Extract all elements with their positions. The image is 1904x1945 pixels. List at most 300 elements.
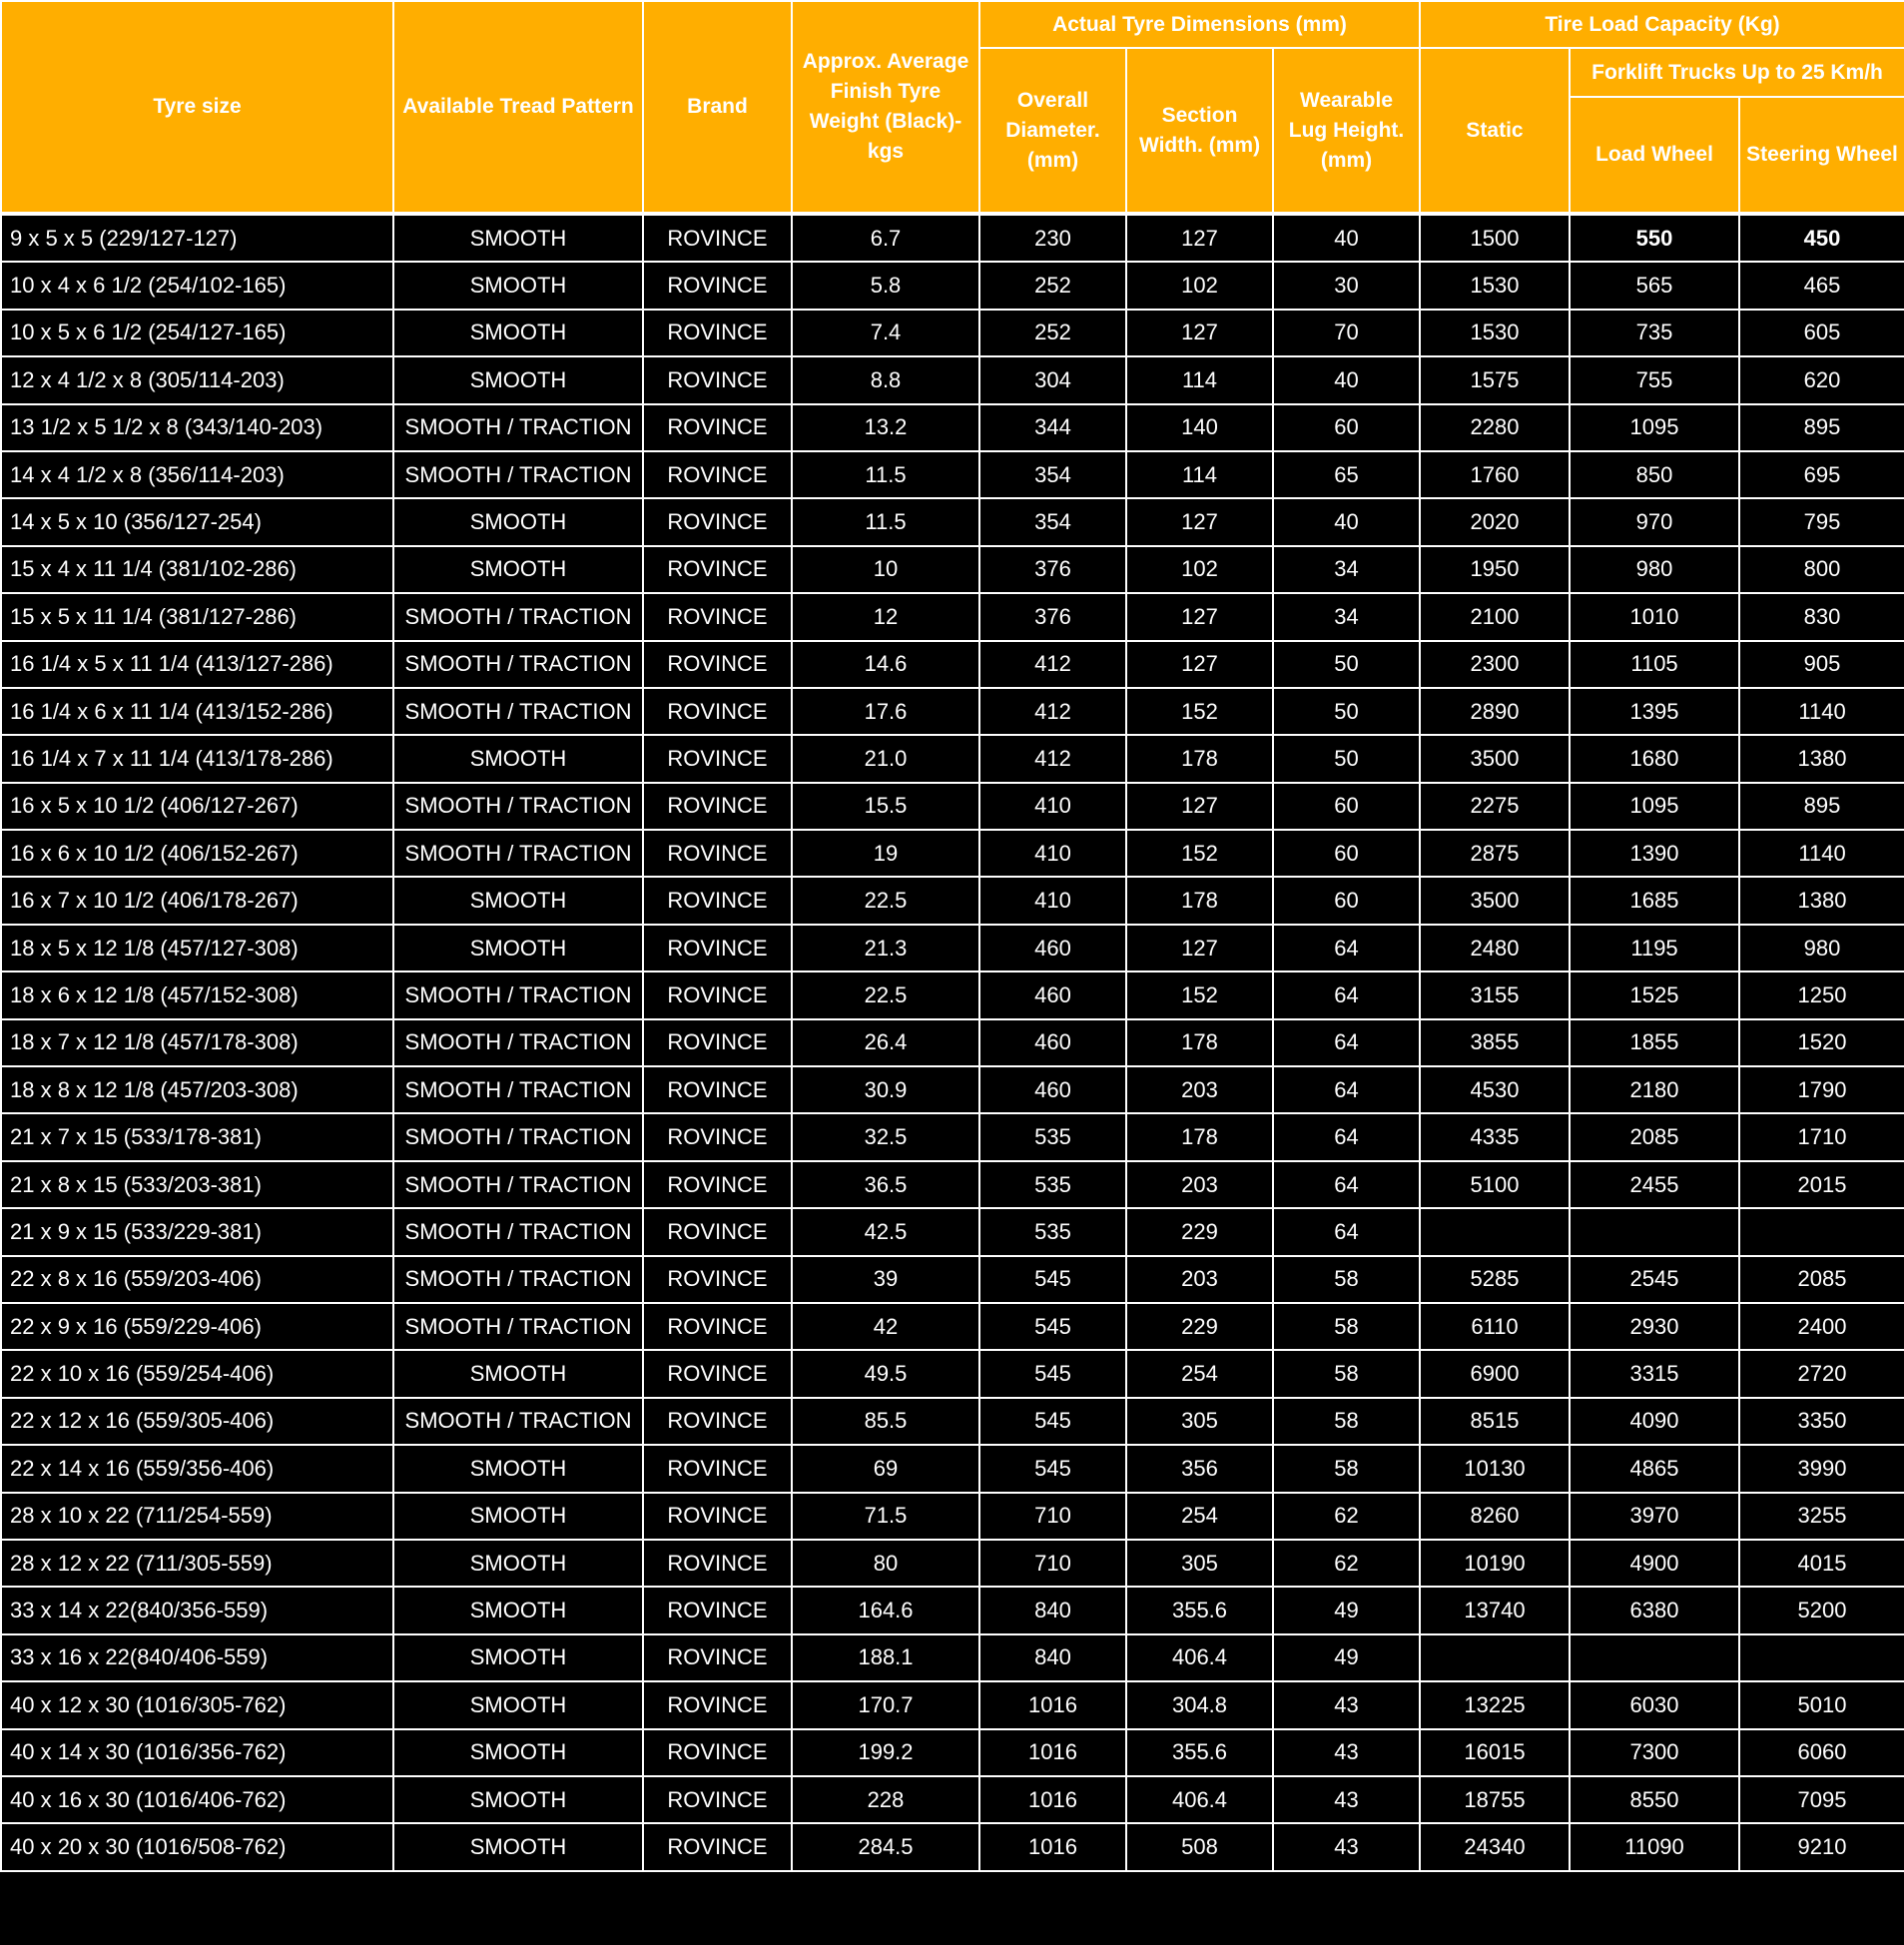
static-cell: 1500 bbox=[1420, 214, 1570, 262]
weight-cell: 8.8 bbox=[792, 356, 979, 403]
tread-cell: SMOOTH / TRACTION bbox=[393, 1398, 643, 1445]
diameter-cell: 1016 bbox=[979, 1776, 1126, 1823]
weight-cell: 21.3 bbox=[792, 925, 979, 972]
load-wheel-cell: 1105 bbox=[1570, 641, 1739, 688]
static-cell: 3155 bbox=[1420, 972, 1570, 1018]
tyre-size-cell: 21 x 8 x 15 (533/203-381) bbox=[1, 1161, 393, 1208]
width-cell: 229 bbox=[1126, 1303, 1273, 1350]
diameter-cell: 252 bbox=[979, 310, 1126, 356]
table-row bbox=[1, 1729, 1904, 1776]
tread-cell: SMOOTH / TRACTION bbox=[393, 830, 643, 877]
static-cell: 1575 bbox=[1420, 356, 1570, 403]
tread-cell: SMOOTH bbox=[393, 1823, 643, 1870]
width-cell: 355.6 bbox=[1126, 1729, 1273, 1776]
width-cell: 102 bbox=[1126, 546, 1273, 593]
load-wheel-cell: 2455 bbox=[1570, 1161, 1739, 1208]
load-wheel-cell: 3315 bbox=[1570, 1350, 1739, 1397]
tyre-size-cell: 40 x 12 x 30 (1016/305-762) bbox=[1, 1681, 393, 1728]
table-row bbox=[1, 310, 1904, 356]
tread-cell: SMOOTH bbox=[393, 877, 643, 924]
steering-wheel-cell: 895 bbox=[1739, 404, 1904, 451]
weight-cell: 30.9 bbox=[792, 1066, 979, 1113]
lug-height-cell: 64 bbox=[1273, 1113, 1420, 1160]
brand-cell: ROVINCE bbox=[643, 546, 792, 593]
static-cell: 8260 bbox=[1420, 1493, 1570, 1540]
static-cell: 5285 bbox=[1420, 1256, 1570, 1303]
tread-cell: SMOOTH bbox=[393, 735, 643, 782]
width-cell: 152 bbox=[1126, 830, 1273, 877]
tread-cell: SMOOTH / TRACTION bbox=[393, 1303, 643, 1350]
steering-wheel-cell: 695 bbox=[1739, 451, 1904, 498]
tyre-size-cell: 15 x 5 x 11 1/4 (381/127-286) bbox=[1, 593, 393, 640]
tread-cell: SMOOTH / TRACTION bbox=[393, 1066, 643, 1113]
lug-height-cell: 70 bbox=[1273, 310, 1420, 356]
weight-cell: 5.8 bbox=[792, 262, 979, 309]
header-tyre-size: Tyre size bbox=[1, 1, 393, 214]
weight-cell: 49.5 bbox=[792, 1350, 979, 1397]
table-row bbox=[1, 783, 1904, 830]
static-cell: 2890 bbox=[1420, 688, 1570, 735]
weight-cell: 17.6 bbox=[792, 688, 979, 735]
brand-cell: ROVINCE bbox=[643, 783, 792, 830]
load-wheel-cell: 1095 bbox=[1570, 404, 1739, 451]
width-cell: 127 bbox=[1126, 310, 1273, 356]
brand-cell: ROVINCE bbox=[643, 830, 792, 877]
load-wheel-cell: 3970 bbox=[1570, 1493, 1739, 1540]
static-cell: 1530 bbox=[1420, 310, 1570, 356]
lug-height-cell: 40 bbox=[1273, 498, 1420, 545]
tread-cell: SMOOTH / TRACTION bbox=[393, 404, 643, 451]
lug-height-cell: 60 bbox=[1273, 830, 1420, 877]
table-row bbox=[1, 356, 1904, 403]
tread-cell: SMOOTH bbox=[393, 1445, 643, 1492]
load-wheel-cell: 11090 bbox=[1570, 1823, 1739, 1870]
lug-height-cell: 60 bbox=[1273, 783, 1420, 830]
static-cell: 2100 bbox=[1420, 593, 1570, 640]
diameter-cell: 304 bbox=[979, 356, 1126, 403]
static-cell: 2020 bbox=[1420, 498, 1570, 545]
static-cell: 2875 bbox=[1420, 830, 1570, 877]
brand-cell: ROVINCE bbox=[643, 641, 792, 688]
diameter-cell: 412 bbox=[979, 688, 1126, 735]
table-row bbox=[1, 830, 1904, 877]
steering-wheel-cell: 2015 bbox=[1739, 1161, 1904, 1208]
brand-cell: ROVINCE bbox=[643, 262, 792, 309]
weight-cell: 32.5 bbox=[792, 1113, 979, 1160]
tyre-size-cell: 16 1/4 x 5 x 11 1/4 (413/127-286) bbox=[1, 641, 393, 688]
lug-height-cell: 64 bbox=[1273, 1066, 1420, 1113]
load-wheel-cell: 1395 bbox=[1570, 688, 1739, 735]
weight-cell: 14.6 bbox=[792, 641, 979, 688]
tyre-size-cell: 40 x 20 x 30 (1016/508-762) bbox=[1, 1823, 393, 1870]
table-row bbox=[1, 1540, 1904, 1587]
width-cell: 406.4 bbox=[1126, 1776, 1273, 1823]
tyre-size-cell: 15 x 4 x 11 1/4 (381/102-286) bbox=[1, 546, 393, 593]
brand-cell: ROVINCE bbox=[643, 1066, 792, 1113]
diameter-cell: 412 bbox=[979, 735, 1126, 782]
width-cell: 254 bbox=[1126, 1350, 1273, 1397]
brand-cell: ROVINCE bbox=[643, 1161, 792, 1208]
load-wheel-cell: 565 bbox=[1570, 262, 1739, 309]
steering-wheel-cell: 2400 bbox=[1739, 1303, 1904, 1350]
steering-wheel-cell: 2720 bbox=[1739, 1350, 1904, 1397]
diameter-cell: 710 bbox=[979, 1540, 1126, 1587]
weight-cell: 80 bbox=[792, 1540, 979, 1587]
tyre-size-cell: 13 1/2 x 5 1/2 x 8 (343/140-203) bbox=[1, 404, 393, 451]
width-cell: 178 bbox=[1126, 1019, 1273, 1066]
tread-cell: SMOOTH / TRACTION bbox=[393, 972, 643, 1018]
weight-cell: 22.5 bbox=[792, 877, 979, 924]
header-steering-wheel: Steering Wheel bbox=[1739, 97, 1904, 214]
steering-wheel-cell: 895 bbox=[1739, 783, 1904, 830]
lug-height-cell: 43 bbox=[1273, 1681, 1420, 1728]
weight-cell: 21.0 bbox=[792, 735, 979, 782]
brand-cell: ROVINCE bbox=[643, 1256, 792, 1303]
width-cell: 356 bbox=[1126, 1445, 1273, 1492]
steering-wheel-cell: 450 bbox=[1739, 214, 1904, 262]
table-row bbox=[1, 262, 1904, 309]
steering-wheel-cell: 4015 bbox=[1739, 1540, 1904, 1587]
brand-cell: ROVINCE bbox=[643, 972, 792, 1018]
lug-height-cell: 50 bbox=[1273, 688, 1420, 735]
load-wheel-cell: 2180 bbox=[1570, 1066, 1739, 1113]
brand-cell: ROVINCE bbox=[643, 1208, 792, 1255]
weight-cell: 7.4 bbox=[792, 310, 979, 356]
static-cell: 1530 bbox=[1420, 262, 1570, 309]
header-lug-height: Wearable Lug Height. (mm) bbox=[1273, 48, 1420, 214]
static-cell bbox=[1420, 1634, 1570, 1681]
width-cell: 102 bbox=[1126, 262, 1273, 309]
tread-cell: SMOOTH bbox=[393, 925, 643, 972]
tread-cell: SMOOTH / TRACTION bbox=[393, 593, 643, 640]
header-forklift-group: Forklift Trucks Up to 25 Km/h bbox=[1570, 48, 1904, 97]
brand-cell: ROVINCE bbox=[643, 1587, 792, 1633]
steering-wheel-cell: 3990 bbox=[1739, 1445, 1904, 1492]
tyre-size-cell: 33 x 14 x 22(840/356-559) bbox=[1, 1587, 393, 1633]
static-cell: 3500 bbox=[1420, 735, 1570, 782]
header-dimensions-group: Actual Tyre Dimensions (mm) bbox=[979, 1, 1420, 48]
header-static: Static bbox=[1420, 48, 1570, 214]
tread-cell: SMOOTH / TRACTION bbox=[393, 1019, 643, 1066]
tread-cell: SMOOTH bbox=[393, 310, 643, 356]
width-cell: 203 bbox=[1126, 1066, 1273, 1113]
tread-cell: SMOOTH bbox=[393, 546, 643, 593]
steering-wheel-cell: 3350 bbox=[1739, 1398, 1904, 1445]
table-row bbox=[1, 214, 1904, 262]
width-cell: 355.6 bbox=[1126, 1587, 1273, 1633]
static-cell: 13740 bbox=[1420, 1587, 1570, 1633]
weight-cell: 11.5 bbox=[792, 451, 979, 498]
static-cell: 18755 bbox=[1420, 1776, 1570, 1823]
tread-cell: SMOOTH bbox=[393, 1729, 643, 1776]
steering-wheel-cell: 5010 bbox=[1739, 1681, 1904, 1728]
static-cell: 10130 bbox=[1420, 1445, 1570, 1492]
diameter-cell: 535 bbox=[979, 1161, 1126, 1208]
width-cell: 203 bbox=[1126, 1161, 1273, 1208]
table-row bbox=[1, 641, 1904, 688]
diameter-cell: 410 bbox=[979, 877, 1126, 924]
static-cell: 3855 bbox=[1420, 1019, 1570, 1066]
load-wheel-cell: 2545 bbox=[1570, 1256, 1739, 1303]
weight-cell: 15.5 bbox=[792, 783, 979, 830]
load-wheel-cell: 2085 bbox=[1570, 1113, 1739, 1160]
brand-cell: ROVINCE bbox=[643, 688, 792, 735]
tread-cell: SMOOTH bbox=[393, 214, 643, 262]
tyre-size-cell: 16 x 7 x 10 1/2 (406/178-267) bbox=[1, 877, 393, 924]
table-row bbox=[1, 1066, 1904, 1113]
tread-cell: SMOOTH bbox=[393, 1634, 643, 1681]
table-row bbox=[1, 735, 1904, 782]
width-cell: 127 bbox=[1126, 214, 1273, 262]
table-row bbox=[1, 1113, 1904, 1160]
table-row bbox=[1, 1681, 1904, 1728]
table-row bbox=[1, 877, 1904, 924]
static-cell: 2275 bbox=[1420, 783, 1570, 830]
diameter-cell: 230 bbox=[979, 214, 1126, 262]
header-overall-diameter: Overall Diameter. (mm) bbox=[979, 48, 1126, 214]
lug-height-cell: 30 bbox=[1273, 262, 1420, 309]
static-cell: 4530 bbox=[1420, 1066, 1570, 1113]
weight-cell: 69 bbox=[792, 1445, 979, 1492]
table-row bbox=[1, 1493, 1904, 1540]
steering-wheel-cell: 9210 bbox=[1739, 1823, 1904, 1870]
width-cell: 178 bbox=[1126, 735, 1273, 782]
diameter-cell: 410 bbox=[979, 783, 1126, 830]
tread-cell: SMOOTH / TRACTION bbox=[393, 688, 643, 735]
table-body bbox=[1, 214, 1904, 1871]
lug-height-cell: 50 bbox=[1273, 641, 1420, 688]
lug-height-cell: 64 bbox=[1273, 925, 1420, 972]
table-row bbox=[1, 1587, 1904, 1633]
tread-cell: SMOOTH bbox=[393, 356, 643, 403]
tyre-size-cell: 21 x 9 x 15 (533/229-381) bbox=[1, 1208, 393, 1255]
tread-cell: SMOOTH / TRACTION bbox=[393, 641, 643, 688]
diameter-cell: 460 bbox=[979, 925, 1126, 972]
load-wheel-cell: 850 bbox=[1570, 451, 1739, 498]
lug-height-cell: 58 bbox=[1273, 1445, 1420, 1492]
steering-wheel-cell: 605 bbox=[1739, 310, 1904, 356]
width-cell: 127 bbox=[1126, 498, 1273, 545]
steering-wheel-cell: 1140 bbox=[1739, 688, 1904, 735]
table-row bbox=[1, 498, 1904, 545]
static-cell bbox=[1420, 1208, 1570, 1255]
width-cell: 229 bbox=[1126, 1208, 1273, 1255]
tyre-size-cell: 33 x 16 x 22(840/406-559) bbox=[1, 1634, 393, 1681]
brand-cell: ROVINCE bbox=[643, 735, 792, 782]
steering-wheel-cell: 795 bbox=[1739, 498, 1904, 545]
lug-height-cell: 58 bbox=[1273, 1303, 1420, 1350]
diameter-cell: 376 bbox=[979, 546, 1126, 593]
steering-wheel-cell: 830 bbox=[1739, 593, 1904, 640]
lug-height-cell: 64 bbox=[1273, 1208, 1420, 1255]
lug-height-cell: 43 bbox=[1273, 1823, 1420, 1870]
brand-cell: ROVINCE bbox=[643, 1823, 792, 1870]
lug-height-cell: 64 bbox=[1273, 1161, 1420, 1208]
table-row bbox=[1, 972, 1904, 1018]
load-wheel-cell: 1095 bbox=[1570, 783, 1739, 830]
tread-cell: SMOOTH bbox=[393, 1540, 643, 1587]
brand-cell: ROVINCE bbox=[643, 1398, 792, 1445]
static-cell: 6110 bbox=[1420, 1303, 1570, 1350]
load-wheel-cell bbox=[1570, 1634, 1739, 1681]
width-cell: 127 bbox=[1126, 925, 1273, 972]
width-cell: 178 bbox=[1126, 1113, 1273, 1160]
load-wheel-cell bbox=[1570, 1208, 1739, 1255]
table-row bbox=[1, 1823, 1904, 1870]
lug-height-cell: 58 bbox=[1273, 1256, 1420, 1303]
tyre-size-cell: 16 1/4 x 6 x 11 1/4 (413/152-286) bbox=[1, 688, 393, 735]
tyre-size-cell: 12 x 4 1/2 x 8 (305/114-203) bbox=[1, 356, 393, 403]
tread-cell: SMOOTH bbox=[393, 1587, 643, 1633]
steering-wheel-cell: 6060 bbox=[1739, 1729, 1904, 1776]
brand-cell: ROVINCE bbox=[643, 1776, 792, 1823]
static-cell: 3500 bbox=[1420, 877, 1570, 924]
lug-height-cell: 50 bbox=[1273, 735, 1420, 782]
weight-cell: 19 bbox=[792, 830, 979, 877]
diameter-cell: 354 bbox=[979, 451, 1126, 498]
steering-wheel-cell: 1710 bbox=[1739, 1113, 1904, 1160]
diameter-cell: 535 bbox=[979, 1208, 1126, 1255]
tread-cell: SMOOTH / TRACTION bbox=[393, 1256, 643, 1303]
tyre-size-cell: 22 x 8 x 16 (559/203-406) bbox=[1, 1256, 393, 1303]
tyre-size-cell: 16 x 6 x 10 1/2 (406/152-267) bbox=[1, 830, 393, 877]
diameter-cell: 354 bbox=[979, 498, 1126, 545]
lug-height-cell: 65 bbox=[1273, 451, 1420, 498]
table-row bbox=[1, 1303, 1904, 1350]
static-cell: 4335 bbox=[1420, 1113, 1570, 1160]
steering-wheel-cell: 1380 bbox=[1739, 735, 1904, 782]
static-cell: 13225 bbox=[1420, 1681, 1570, 1728]
diameter-cell: 344 bbox=[979, 404, 1126, 451]
brand-cell: ROVINCE bbox=[643, 877, 792, 924]
brand-cell: ROVINCE bbox=[643, 1303, 792, 1350]
tyre-size-cell: 22 x 9 x 16 (559/229-406) bbox=[1, 1303, 393, 1350]
load-wheel-cell: 1010 bbox=[1570, 593, 1739, 640]
steering-wheel-cell: 3255 bbox=[1739, 1493, 1904, 1540]
steering-wheel-cell: 620 bbox=[1739, 356, 1904, 403]
header-section-width: Section Width. (mm) bbox=[1126, 48, 1273, 214]
weight-cell: 10 bbox=[792, 546, 979, 593]
static-cell: 2280 bbox=[1420, 404, 1570, 451]
weight-cell: 284.5 bbox=[792, 1823, 979, 1870]
tyre-size-cell: 22 x 12 x 16 (559/305-406) bbox=[1, 1398, 393, 1445]
load-wheel-cell: 2930 bbox=[1570, 1303, 1739, 1350]
width-cell: 127 bbox=[1126, 641, 1273, 688]
lug-height-cell: 49 bbox=[1273, 1587, 1420, 1633]
lug-height-cell: 64 bbox=[1273, 972, 1420, 1018]
load-wheel-cell: 550 bbox=[1570, 214, 1739, 262]
static-cell: 1950 bbox=[1420, 546, 1570, 593]
table-row bbox=[1, 451, 1904, 498]
tread-cell: SMOOTH bbox=[393, 1350, 643, 1397]
tyre-size-cell: 14 x 4 1/2 x 8 (356/114-203) bbox=[1, 451, 393, 498]
brand-cell: ROVINCE bbox=[643, 404, 792, 451]
lug-height-cell: 60 bbox=[1273, 404, 1420, 451]
table-row bbox=[1, 593, 1904, 640]
tyre-size-cell: 18 x 6 x 12 1/8 (457/152-308) bbox=[1, 972, 393, 1018]
weight-cell: 71.5 bbox=[792, 1493, 979, 1540]
lug-height-cell: 64 bbox=[1273, 1019, 1420, 1066]
steering-wheel-cell: 1140 bbox=[1739, 830, 1904, 877]
tyre-size-cell: 28 x 10 x 22 (711/254-559) bbox=[1, 1493, 393, 1540]
weight-cell: 12 bbox=[792, 593, 979, 640]
load-wheel-cell: 980 bbox=[1570, 546, 1739, 593]
load-wheel-cell: 1390 bbox=[1570, 830, 1739, 877]
diameter-cell: 460 bbox=[979, 972, 1126, 1018]
steering-wheel-cell: 2085 bbox=[1739, 1256, 1904, 1303]
tyre-size-cell: 40 x 14 x 30 (1016/356-762) bbox=[1, 1729, 393, 1776]
lug-height-cell: 34 bbox=[1273, 593, 1420, 640]
width-cell: 178 bbox=[1126, 877, 1273, 924]
weight-cell: 22.5 bbox=[792, 972, 979, 1018]
weight-cell: 164.6 bbox=[792, 1587, 979, 1633]
brand-cell: ROVINCE bbox=[643, 1019, 792, 1066]
weight-cell: 11.5 bbox=[792, 498, 979, 545]
static-cell: 1760 bbox=[1420, 451, 1570, 498]
brand-cell: ROVINCE bbox=[643, 356, 792, 403]
lug-height-cell: 58 bbox=[1273, 1398, 1420, 1445]
tread-cell: SMOOTH bbox=[393, 1493, 643, 1540]
tyre-size-cell: 28 x 12 x 22 (711/305-559) bbox=[1, 1540, 393, 1587]
steering-wheel-cell bbox=[1739, 1208, 1904, 1255]
table-row bbox=[1, 1398, 1904, 1445]
tread-cell: SMOOTH bbox=[393, 1681, 643, 1728]
lug-height-cell: 62 bbox=[1273, 1493, 1420, 1540]
static-cell: 2480 bbox=[1420, 925, 1570, 972]
brand-cell: ROVINCE bbox=[643, 1540, 792, 1587]
tyre-size-cell: 18 x 8 x 12 1/8 (457/203-308) bbox=[1, 1066, 393, 1113]
width-cell: 152 bbox=[1126, 688, 1273, 735]
lug-height-cell: 40 bbox=[1273, 356, 1420, 403]
brand-cell: ROVINCE bbox=[643, 1681, 792, 1728]
tyre-size-cell: 21 x 7 x 15 (533/178-381) bbox=[1, 1113, 393, 1160]
brand-cell: ROVINCE bbox=[643, 214, 792, 262]
tyre-size-cell: 40 x 16 x 30 (1016/406-762) bbox=[1, 1776, 393, 1823]
width-cell: 305 bbox=[1126, 1398, 1273, 1445]
weight-cell: 42 bbox=[792, 1303, 979, 1350]
width-cell: 127 bbox=[1126, 783, 1273, 830]
tread-cell: SMOOTH / TRACTION bbox=[393, 451, 643, 498]
load-wheel-cell: 755 bbox=[1570, 356, 1739, 403]
load-wheel-cell: 1855 bbox=[1570, 1019, 1739, 1066]
diameter-cell: 376 bbox=[979, 593, 1126, 640]
weight-cell: 228 bbox=[792, 1776, 979, 1823]
tyre-size-cell: 22 x 10 x 16 (559/254-406) bbox=[1, 1350, 393, 1397]
load-wheel-cell: 1525 bbox=[1570, 972, 1739, 1018]
width-cell: 114 bbox=[1126, 451, 1273, 498]
static-cell: 5100 bbox=[1420, 1161, 1570, 1208]
tyre-size-cell: 9 x 5 x 5 (229/127-127) bbox=[1, 214, 393, 262]
tyre-size-cell: 18 x 5 x 12 1/8 (457/127-308) bbox=[1, 925, 393, 972]
tread-cell: SMOOTH bbox=[393, 262, 643, 309]
steering-wheel-cell bbox=[1739, 1634, 1904, 1681]
lug-height-cell: 43 bbox=[1273, 1729, 1420, 1776]
table-row bbox=[1, 925, 1904, 972]
steering-wheel-cell: 1790 bbox=[1739, 1066, 1904, 1113]
brand-cell: ROVINCE bbox=[643, 451, 792, 498]
tread-cell: SMOOTH bbox=[393, 498, 643, 545]
diameter-cell: 545 bbox=[979, 1445, 1126, 1492]
width-cell: 406.4 bbox=[1126, 1634, 1273, 1681]
brand-cell: ROVINCE bbox=[643, 1445, 792, 1492]
table-row bbox=[1, 1634, 1904, 1681]
diameter-cell: 840 bbox=[979, 1634, 1126, 1681]
table-row bbox=[1, 1445, 1904, 1492]
weight-cell: 199.2 bbox=[792, 1729, 979, 1776]
diameter-cell: 535 bbox=[979, 1113, 1126, 1160]
brand-cell: ROVINCE bbox=[643, 1729, 792, 1776]
tyre-size-cell: 10 x 4 x 6 1/2 (254/102-165) bbox=[1, 262, 393, 309]
